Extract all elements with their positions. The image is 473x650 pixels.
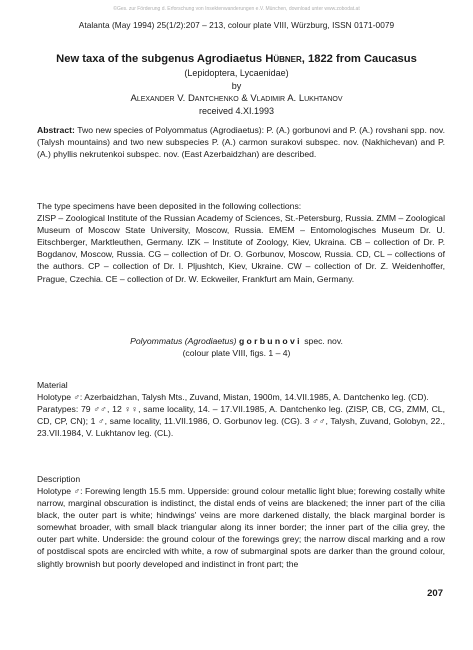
species-name: gorbunovi (238, 336, 302, 346)
author-separator: & (238, 93, 251, 104)
material-paratypes: Paratypes: 79 ♂♂, 12 ♀♀, same locality, 14. – 17.VII.1985, A. Dantchenko leg. (ZISP, CB, CG, ZMM, CL, CD, CP, CN); 1 ♂, same locality, 11.VII.1986, O. Gorbunov leg. (CG). 3 ♂♂, Talysh, Zuvand, Golobyn, 22., 23.VII.1984, V. Lukhtanov leg. (CL). (37, 404, 445, 439)
description-heading: Description (37, 474, 81, 484)
species-suffix: spec. nov. (301, 336, 343, 346)
collections-text: ZISP – Zoological Institute of the Russian Academy of Sciences, St.-Petersburg, Russia. ZMM – Zoological Museum of Moscow State University, Moscow, Russia. EMEM – Entomologisches Museum Dr. U. Eitschberger, Marktleuthen, Germany. IZK – Institute of Zoology, Kiev, Ukraina. CB – collection of Dr. P. Bogdanov, Moscow, Russia. CG – collection of Dr. O. Gorbunov, Moscow, Russia. CD, CL – collections of the authors. CP – collection of Dr. I. Pljushtch, Kiev, Ukraine. CW – collection of Dr. Z. Weidenhoffer, Prague, Czechia. CE – collection of Dr. W. Eckweiler, Frankfurt am Main, Germany. (37, 213, 445, 284)
material-body (37, 391, 445, 439)
paper-title-prefix: New taxa of the subgenus Agrodiaetus (56, 53, 266, 65)
paper-subtitle: (Lepidoptera, Lycaenidae) (184, 68, 289, 78)
material-holotype: Holotype ♂: Azerbaidzhan, Talysh Mts., Zuvand, Mistan, 1900m, 14.VII.1985, A. Dantchenko leg. (CD). (37, 392, 429, 402)
journal-header: Atalanta (May 1994) 25(1/2):207 – 213, colour plate VIII, Würzburg, ISSN 0171-0079 (78, 20, 395, 30)
description-text: Holotype ♂: Forewing length 15.5 mm. Upperside: ground colour metallic light blue; forewing costally white narrow, marginal obscuration is indistinct, the distal ends of veins are blackened; the inner part of the cilia black, the outer part is white; hindwings' veins are more darkened distally, the black marginal border is somewhat broader, with small black triangular along its inner border; the inner part of the cilia grey, the outer part white. Underside: the ground colour of the forewings grey; the narrow discal marking and a row of postdiscal spots are encircled with white, a row of submarginal spots are darker than the ground colour, slightly brownish but poorly developed and indistinct in front part; the (37, 486, 445, 569)
abstract (37, 124, 445, 160)
species-genus: Polyommatus (Agrodiaetus) (130, 336, 237, 346)
watermark: ©Ges. zur Förderung d. Erforschung von Insektenwanderungen e.V. München, download unter www.zobodat.at (113, 6, 360, 12)
abstract-label: Abstract: (37, 125, 75, 135)
paper-title-suffix: , 1822 from Caucasus (301, 53, 417, 65)
material-heading: Material (37, 380, 68, 390)
author-1: Alexander V. Dantchenko (130, 93, 239, 104)
collections (37, 200, 445, 285)
received-date: received 4.XI.1993 (198, 106, 275, 116)
collections-intro: The type specimens have been deposited in the following collections: (37, 201, 302, 211)
page-number: 207 (427, 588, 443, 599)
abstract-text: Two new species of Polyommatus (Agrodiaetus): P. (A.) gorbunovi and P. (A.) rovshani spp. nov. (Talysh mountains) and two new subspecies P. (A.) carmon surakovi subspec. nov. (Nakhichevan) and P. (A.) phyllis nekrutenkoi subspec. nov. (East Azerbaidzhan) are described. (37, 125, 445, 160)
species-heading (0, 335, 473, 347)
by-line: by (231, 80, 242, 91)
paper-title-author-name: Hübner (265, 53, 302, 65)
title-block (0, 52, 473, 118)
authors (0, 92, 473, 105)
species-plate-reference: (colour plate VIII, figs. 1 – 4) (182, 348, 291, 358)
paper-title (0, 52, 473, 67)
author-2: Vladimir A. Lukhtanov (250, 93, 343, 104)
